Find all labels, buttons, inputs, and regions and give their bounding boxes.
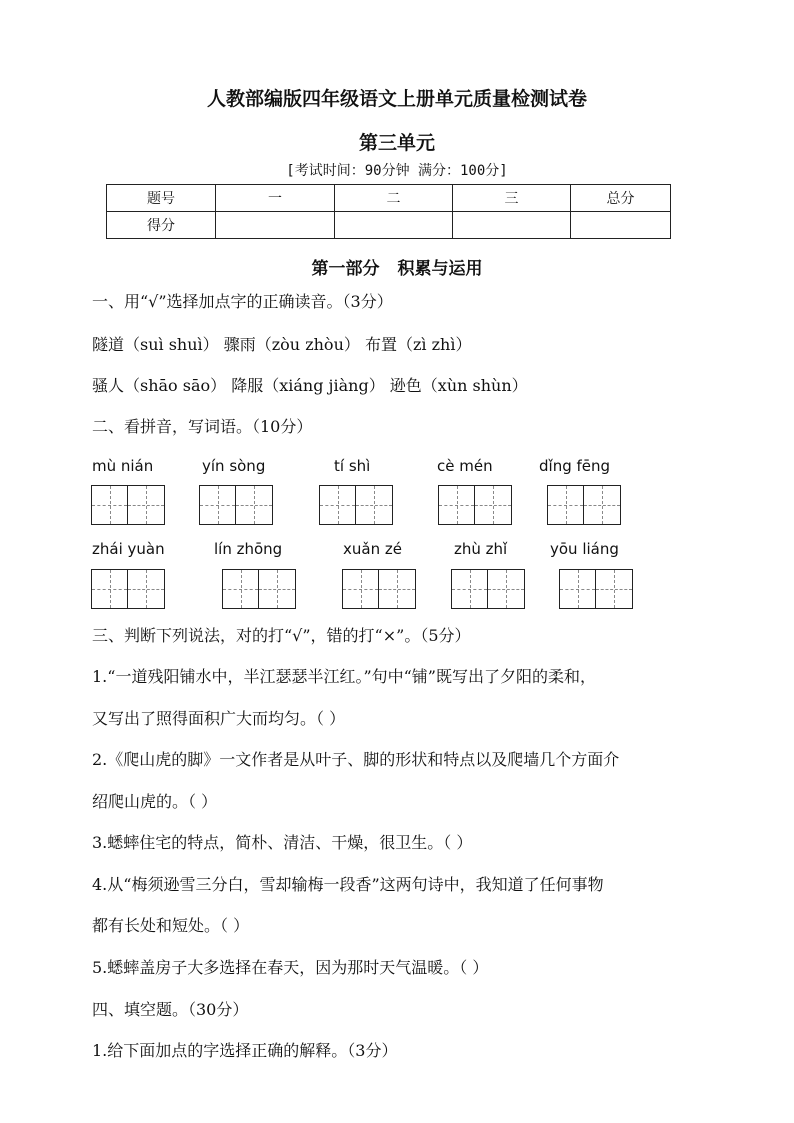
score-cell[interactable] [335,212,453,239]
score-cell[interactable] [216,212,335,239]
writing-cell[interactable] [439,486,475,524]
pinyin-label: zhái yuàn [92,540,165,558]
question-3-item: 4.从“梅须逊雪三分白，雪却输梅一段香”这两句诗中，我知道了任何事物 [92,875,604,894]
writing-grid[interactable] [91,569,165,609]
pinyin-label: lín zhōng [214,540,283,558]
writing-grid[interactable] [438,485,512,525]
writing-grid[interactable] [319,485,393,525]
pinyin-label: tí shì [334,457,371,475]
question-4-sub-1: 1.给下面加点的字选择正确的解释。（3分） [92,1041,398,1060]
score-table [106,184,671,239]
writing-grid[interactable] [222,569,296,609]
pinyin-label: zhù zhǐ [454,540,508,558]
exam-title: 人教部编版四年级语文上册单元质量检测试卷 [206,88,587,110]
pinyin-label: yín sòng [202,457,266,475]
pinyin-label: dǐng fēng [539,457,611,475]
writing-cell[interactable] [452,570,488,608]
question-3-item: 又写出了照得面积广大而均匀。（ ） [92,709,346,728]
question-3-item: 2.《爬山虎的脚》一文作者是从叶子、脚的形状和特点以及爬墙几个方面介 [92,750,620,769]
writing-cell[interactable] [548,486,584,524]
question-1-line-2: 骚人（shāo sāo） 降服（xiáng jiàng） 逊色（xùn shùn） [92,376,528,395]
pinyin-label: yōu liáng [550,540,619,558]
writing-cell[interactable] [356,486,392,524]
pinyin-label: mù nián [92,457,154,475]
question-4-title: 四、填空题。（30分） [92,1000,249,1019]
score-cell[interactable] [453,212,571,239]
exam-info: [考试时间：90分钟 满分：100分] [286,163,508,179]
writing-cell[interactable] [92,570,128,608]
writing-cell[interactable] [200,486,236,524]
writing-cell[interactable] [92,486,128,524]
writing-cell[interactable] [236,486,272,524]
writing-cell[interactable] [259,570,295,608]
score-row-label: 得分 [107,212,216,239]
pinyin-label: cè mén [437,457,493,475]
question-3-item: 绍爬山虎的。（ ） [92,792,218,811]
writing-grid[interactable] [342,569,416,609]
score-header-cell: 题号 [107,185,216,212]
question-3-title: 三、判断下列说法，对的打“√”，错的打“×”。（5分） [92,626,471,645]
writing-grid[interactable] [559,569,633,609]
question-1-line-1: 隧道（suì shuì） 骤雨（zòu zhòu） 布置（zì zhì） [92,335,472,354]
writing-cell[interactable] [223,570,259,608]
writing-cell[interactable] [560,570,596,608]
writing-cell[interactable] [596,570,632,608]
writing-grid[interactable] [199,485,273,525]
question-3-item: 3.蟋蟀住宅的特点，简朴、清洁、干燥，很卫生。（ ） [92,833,473,852]
score-header-cell: 二 [335,185,453,212]
question-3-item: 5.蟋蟀盖房子大多选择在春天，因为那时天气温暖。（ ） [92,958,489,977]
writing-cell[interactable] [343,570,379,608]
writing-grid[interactable] [547,485,621,525]
question-2-title: 二、看拼音，写词语。（10分） [92,417,313,436]
unit-title: 第三单元 [358,132,435,154]
writing-cell[interactable] [584,486,620,524]
score-table-header-row [107,185,671,212]
score-cell[interactable] [571,212,671,239]
writing-cell[interactable] [128,570,164,608]
writing-cell[interactable] [128,486,164,524]
writing-cell[interactable] [379,570,415,608]
writing-grid[interactable] [451,569,525,609]
score-table-row [107,212,671,239]
pinyin-label: xuǎn zé [343,540,402,558]
question-1-title: 一、用“√”选择加点字的正确读音。（3分） [92,292,393,311]
writing-cell[interactable] [320,486,356,524]
score-header-cell: 总分 [571,185,671,212]
question-3-item: 都有长处和短处。（ ） [92,916,250,935]
part-title: 第一部分 积累与运用 [311,259,483,279]
writing-grid[interactable] [91,485,165,525]
score-header-cell: 三 [453,185,571,212]
question-3-item: 1.“一道残阳铺水中，半江瑟瑟半江红。”句中“铺”既写出了夕阳的柔和， [92,667,596,686]
score-header-cell: 一 [216,185,335,212]
writing-cell[interactable] [488,570,524,608]
writing-cell[interactable] [475,486,511,524]
